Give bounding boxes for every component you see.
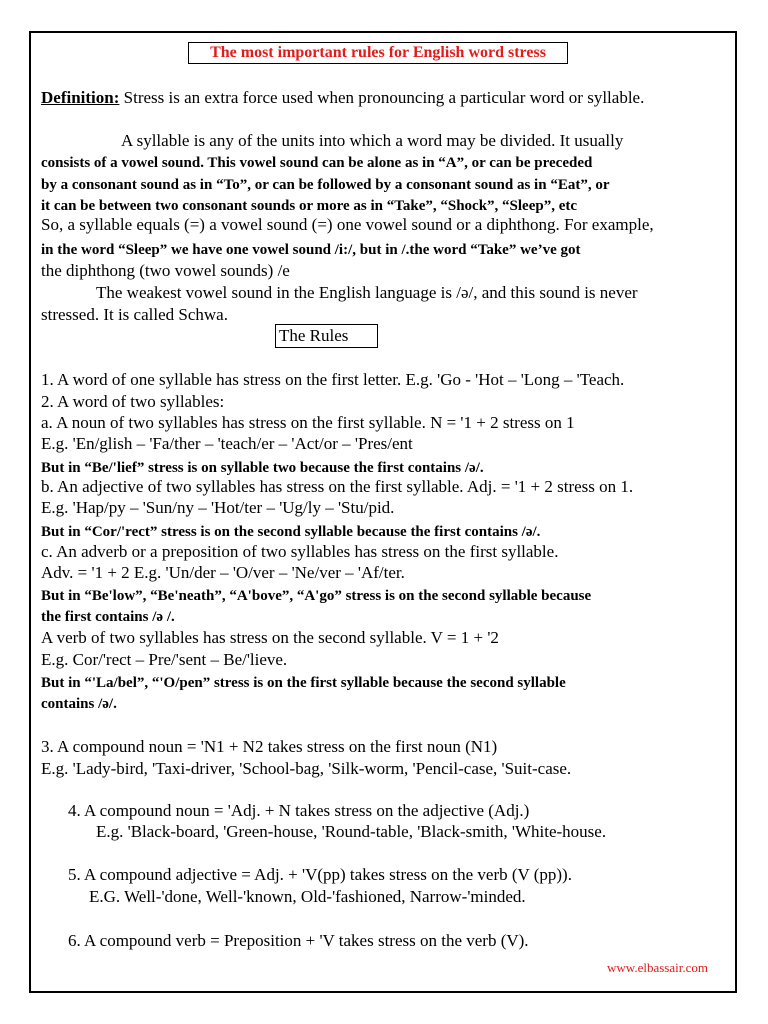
rule-line: 4. A compound noun = 'Adj. + N takes stress on the adjective (Adj.) (68, 801, 530, 820)
rules-heading: The Rules (275, 324, 378, 348)
rule-line: b. An adjective of two syllables has stress on the first syllable. Adj. = '1 + 2 stress on 1. (41, 477, 634, 496)
rule-line: A verb of two syllables has stress on the second syllable. V = 1 + '2 (41, 628, 499, 647)
page-title: The most important rules for English word stress (188, 42, 568, 64)
definition-line (41, 88, 644, 108)
rule-line: c. An adverb or a preposition of two syllables has stress on the first syllable. (41, 542, 559, 561)
intro-line: it can be between two consonant sounds or more as in “Take”, “Shock”, “Sleep”, etc (41, 198, 578, 214)
rule-line: But in “Be'low”, “Be'neath”, “A'bove”, “A'go” stress is on the second syllable because (41, 588, 592, 604)
rule-line: Adv. = '1 + 2 E.g. 'Un/der – 'O/ver – 'Ne/ver – 'Af/ter. (41, 563, 405, 582)
intro-line: A syllable is any of the units into which a word may be divided. It usually (121, 131, 624, 150)
rule-line: E.G. Well-'done, Well-'known, Old-'fashioned, Narrow-'minded. (89, 887, 526, 906)
intro-line: So, a syllable equals (=) a vowel sound (=) one vowel sound or a diphthong. For example, (41, 215, 654, 234)
rule-line: 5. A compound adjective = Adj. + 'V(pp) takes stress on the verb (V (pp)). (68, 865, 572, 884)
intro-line: the diphthong (two vowel sounds) /e (41, 261, 290, 280)
rule-line: But in “Cor/'rect” stress is on the second syllable because the first contains /ə/. (41, 524, 541, 540)
rule-line: 1. A word of one syllable has stress on the first letter. E.g. 'Go - 'Hot – 'Long – 'Teach. (41, 370, 625, 389)
intro-line: by a consonant sound as in “To”, or can be followed by a consonant sound as in “Eat”, or (41, 177, 610, 193)
rule-line: E.g. 'Hap/py – 'Sun/ny – 'Hot/ter – 'Ug/ly – 'Stu/pid. (41, 498, 395, 517)
rule-line: But in “Be/'lief” stress is on syllable two because the first contains /ə/. (41, 460, 484, 476)
intro-line: The weakest vowel sound in the English language is /ə/, and this sound is never (96, 283, 638, 302)
rule-line: a. A noun of two syllables has stress on the first syllable. N = '1 + 2 stress on 1 (41, 413, 575, 432)
rule-line: E.g. 'En/glish – 'Fa/ther – 'teach/er – 'Act/or – 'Pres/ent (41, 434, 413, 453)
rule-line: 3. A compound noun = 'N1 + N2 takes stress on the first noun (N1) (41, 737, 498, 756)
rule-line: But in “'La/bel”, “'O/pen” stress is on the first syllable because the second syllable (41, 675, 566, 691)
rule-line: contains /ə/. (41, 696, 117, 712)
rule-line: the first contains /ə /. (41, 609, 175, 625)
intro-line: consists of a vowel sound. This vowel sound can be alone as in “A”, or can be preceded (41, 155, 593, 171)
rule-line: E.g. Cor/'rect – Pre/'sent – Be/'lieve. (41, 650, 288, 669)
rule-line: E.g. 'Lady-bird, 'Taxi-driver, 'School-bag, 'Silk-worm, 'Pencil-case, 'Suit-case. (41, 759, 572, 778)
intro-line: stressed. It is called Schwa. (41, 305, 228, 324)
footer-url: www.elbassair.com (607, 960, 708, 975)
rule-line: 6. A compound verb = Preposition + 'V takes stress on the verb (V). (68, 931, 529, 950)
definition-label: Definition: (41, 88, 120, 107)
definition-text: Stress is an extra force used when pronouncing a particular word or syllable. (119, 88, 645, 107)
intro-line: in the word “Sleep” we have one vowel sound /i:/, but in /.the word “Take” we’ve got (41, 242, 581, 258)
rule-line: E.g. 'Black-board, 'Green-house, 'Round-table, 'Black-smith, 'White-house. (96, 822, 607, 841)
rule-line: 2. A word of two syllables: (41, 392, 225, 411)
